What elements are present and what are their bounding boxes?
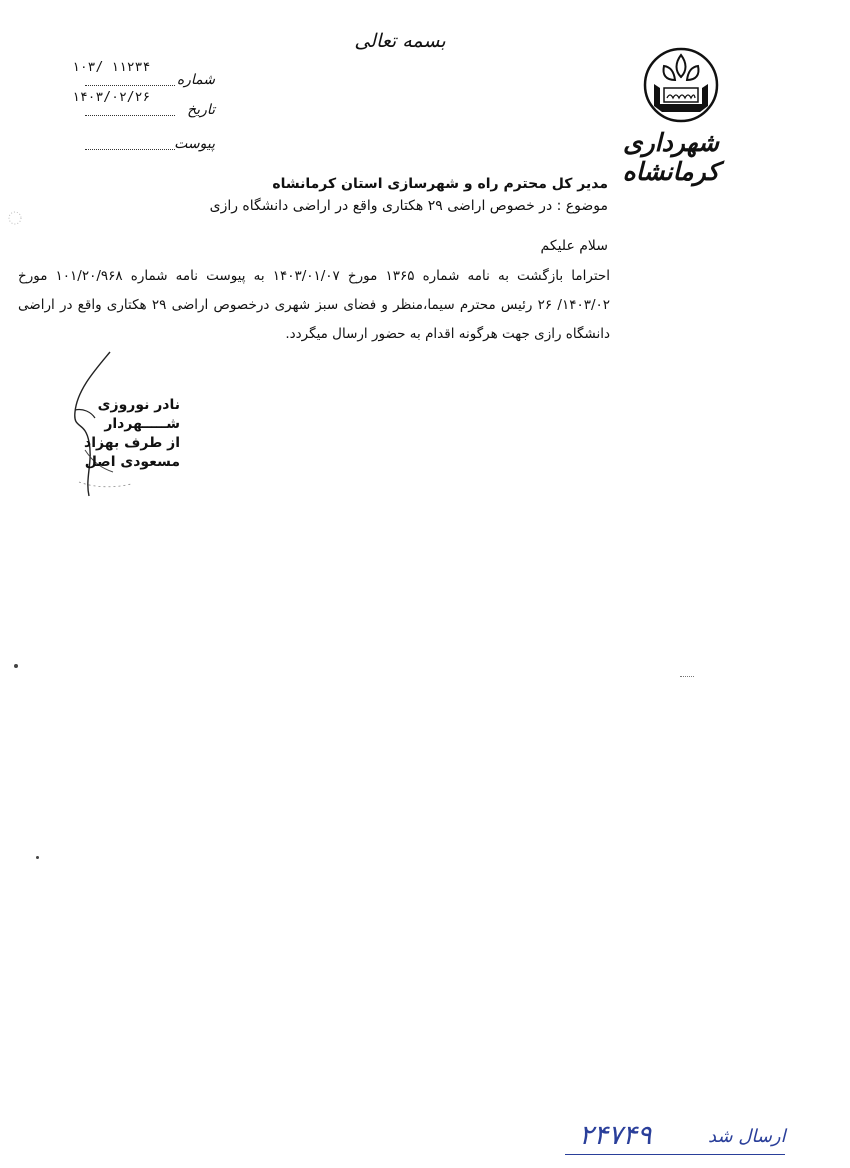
speck — [680, 676, 694, 677]
letter-date: ۱۴۰۳/۰۲/۲۶ — [72, 90, 151, 105]
bismillah: بسمه تعالی — [354, 30, 446, 52]
number-row — [60, 60, 215, 92]
stamp-smudge-icon — [0, 200, 40, 240]
date-label: تاریخ — [187, 102, 215, 118]
date-dotted-line — [85, 115, 175, 116]
org-name: شهرداری کرمانشاه — [622, 128, 720, 186]
signature-block — [35, 396, 180, 472]
signer-title: شـــــهردار — [104, 416, 180, 432]
handwritten-number: ۲۴۷۴۹ — [579, 1120, 652, 1151]
speck — [14, 664, 18, 668]
attachment-label: پیوست — [174, 136, 215, 152]
handwritten-remark: ارسال شد — [708, 1126, 786, 1147]
speck — [36, 856, 39, 859]
attachment-row — [60, 134, 215, 156]
attachment-dotted-line — [85, 149, 175, 150]
signer-name: نادر نوروزی — [97, 397, 180, 413]
signer-on-behalf: از طرف بهزاد مسعودی اصل — [84, 435, 180, 470]
recipient: مدیر کل محترم راه و شهرسازی استان کرمانشاه — [272, 176, 608, 192]
municipality-emblem-icon — [642, 46, 720, 124]
subject: موضوع : در خصوص اراضی ۲۹ هکتاری واقع در اراضی دانشگاه رازی — [209, 198, 608, 214]
greeting: سلام علیکم — [540, 238, 608, 254]
date-row — [60, 90, 215, 122]
number-label: شماره — [176, 72, 215, 88]
letter-number: ۱۰۳/ ۱۱۲۳۴ — [72, 60, 151, 75]
number-dotted-line — [85, 85, 175, 86]
handwritten-underline — [565, 1154, 785, 1155]
letter-body: احتراما بازگشت به نامه شماره ۱۳۶۵ مورخ ۱۴۰۳/۰۱/۰۷ به پیوست نامه شماره ۱۰۱/۲۰/۹۶۸ مورخ ۱۴۰۳/۰۲/ ۲۶ رئیس محترم سیما،منظر و فضای سبز شهری درخصوص اراضی ۲۹ هکتاری واقع در اراضی دانشگاه رازی جهت هرگونه اقدام به حضور ارسال میگردد. — [18, 268, 610, 342]
handwritten-note — [565, 1112, 805, 1162]
